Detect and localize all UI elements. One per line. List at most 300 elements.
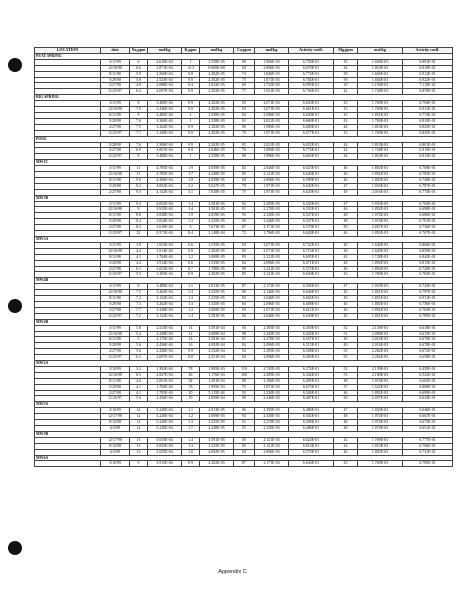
table-cell: 5.9 (130, 71, 148, 77)
table-cell: 4.785E-04 (148, 172, 182, 178)
table-cell: 1.7 (182, 172, 200, 178)
table-cell: 2.171E-03 (255, 284, 289, 290)
table-cell: 6.555E-01 (289, 207, 334, 213)
table-cell: 1.784E-04 (148, 254, 182, 260)
location-cell (35, 461, 101, 467)
table-cell: 43 (334, 437, 358, 443)
table-cell: 44 (334, 65, 358, 71)
table-cell: 2.2 (182, 183, 200, 189)
table-cell: 6.508E-01 (289, 349, 334, 355)
table-cell: 5.3 (130, 272, 148, 278)
table-cell: 2.001E-04 (148, 378, 182, 384)
table-cell: 9.2 (130, 201, 148, 207)
table-cell: 6.543E-01 (289, 201, 334, 207)
table-cell: 6.502E-01 (289, 414, 334, 420)
table-cell: 1.892E-03 (358, 260, 403, 266)
table-cell: 1.851E-03 (358, 112, 403, 118)
table-cell: 2.302E-05 (200, 461, 234, 467)
table-cell: 80 (234, 124, 255, 130)
table-cell: 0.9 (182, 124, 200, 130)
table-cell: 2.071E-03 (255, 107, 289, 113)
table-cell: 1.871E-03 (255, 384, 289, 390)
table-cell: 49 (334, 189, 358, 195)
table-cell: 6.750E-01 (289, 59, 334, 65)
table-cell: 6.763E-01 (403, 307, 453, 313)
table-cell: 6.699E-01 (403, 390, 453, 396)
table-cell: 1 (182, 118, 200, 124)
section-name: MW3B (35, 195, 453, 201)
table-cell: 6.527E-01 (289, 213, 334, 219)
table-cell: 14 (182, 337, 200, 343)
table-cell: 0.9 (182, 272, 200, 278)
table-cell: 1.604E-03 (358, 77, 403, 83)
table-cell: 6.912E-01 (403, 71, 453, 77)
table-cell: 6.618E-01 (403, 325, 453, 331)
table-cell: 43 (334, 101, 358, 107)
table-cell: 9 (130, 207, 148, 213)
table-cell: 6.731E-01 (403, 449, 453, 455)
table-cell: 89 (234, 266, 255, 272)
table-cell: 11/25/97 (101, 231, 130, 237)
col-ca-activity: Activity coeff. (289, 48, 334, 54)
table-cell: 0.9 (182, 248, 200, 254)
table-cell: 49 (334, 337, 358, 343)
table-cell: 3.349E-04 (148, 307, 182, 313)
table-cell: 8 (130, 112, 148, 118)
table-cell: 4.1 (130, 384, 148, 390)
table-cell: 87 (234, 461, 255, 467)
table-cell: 1.604E-03 (358, 59, 403, 65)
table-cell: 1.974E-03 (358, 213, 403, 219)
table-cell: 85 (234, 254, 255, 260)
table-cell: 2.180E-03 (358, 372, 403, 378)
table-cell: 2.046E-03 (255, 166, 289, 172)
table-cell: 84 (234, 343, 255, 349)
table-cell: 37 (334, 384, 358, 390)
table-cell: 5.655E-04 (148, 437, 182, 443)
table-cell: 5/29/98 (101, 384, 130, 390)
table-cell: 4.859E-04 (200, 396, 234, 402)
table-cell: 6.575E-01 (289, 266, 334, 272)
table-cell: 6.842E-01 (403, 254, 453, 260)
table-cell: 2.610E-04 (148, 59, 182, 65)
table-cell: 29 (334, 83, 358, 89)
table-cell: 16 (182, 343, 200, 349)
table-cell: 6.774E-01 (403, 189, 453, 195)
table-cell: 6.670E-01 (289, 65, 334, 71)
table-cell: 8/12/98 (101, 420, 130, 426)
table-cell: 5/29/98 (101, 142, 130, 148)
table-cell: 8 (130, 284, 148, 290)
table-cell: 6.620E-01 (289, 231, 334, 237)
table-cell: 6.801E-01 (403, 142, 453, 148)
table-cell: 2.096E-03 (255, 355, 289, 361)
table-cell: 49 (334, 343, 358, 349)
table-cell: 9.2 (130, 183, 148, 189)
table-cell: 4.859E-05 (200, 166, 234, 172)
table-cell: 6.507E-01 (289, 337, 334, 343)
table-cell: 6.620E-01 (289, 189, 334, 195)
table-cell: 83 (234, 101, 255, 107)
section-name: POOL (35, 136, 453, 142)
table-cell: 5/29/98 (101, 219, 130, 225)
table-cell: 3.262E-04 (148, 301, 182, 307)
table-cell: 8 (130, 154, 148, 160)
table-cell: 52 (334, 325, 358, 331)
table-cell: 1.871E-03 (255, 77, 289, 83)
table-cell: 1.892E-03 (358, 307, 403, 313)
table-cell: 0.000E+00 (200, 65, 234, 71)
table-cell: 2.121E-03 (255, 437, 289, 443)
table-cell: 2.436E-04 (148, 343, 182, 349)
table-cell: 3.325E-05 (200, 290, 234, 296)
table-cell: 2.320E-03 (255, 213, 289, 219)
table-cell: 2/27/98 (101, 266, 130, 272)
table-cell: 1.2 (182, 307, 200, 313)
table-cell: 78 (182, 366, 200, 372)
table-cell: 6.636E-01 (289, 461, 334, 467)
table-cell: 82 (234, 166, 255, 172)
table-cell: 2.302E-05 (200, 124, 234, 130)
table-cell: 3.581E-05 (200, 313, 234, 319)
table-cell: 2.302E-05 (200, 71, 234, 77)
table-cell: 8/11/98 (101, 71, 130, 77)
table-cell: 3.262E-04 (148, 124, 182, 130)
table-cell: 6.736E-01 (289, 89, 334, 95)
table-cell: 5/29/98 (101, 183, 130, 189)
table-cell: 1.728E-03 (358, 254, 403, 260)
table-cell: 6.680E-01 (403, 213, 453, 219)
table-cell: 4.002E-04 (148, 201, 182, 207)
table-cell: 2.262E-03 (358, 355, 403, 361)
table-cell: 1.896E-03 (255, 148, 289, 154)
table-cell: 1.892E-03 (358, 390, 403, 396)
table-cell: 74 (234, 71, 255, 77)
table-cell: 1 (182, 154, 200, 160)
table-cell: 85 (234, 172, 255, 178)
section-name: PEAT SPRING (35, 53, 453, 59)
table-cell: 0.9 (182, 89, 200, 95)
table-cell: 42 (334, 89, 358, 95)
table-cell: 2.532E-04 (200, 349, 234, 355)
table-cell: 92 (234, 201, 255, 207)
table-cell: 14 (182, 325, 200, 331)
section-name: BIG SPRING (35, 95, 453, 101)
table-cell: 6.495E-01 (289, 378, 334, 384)
table-cell: 2.139E-03 (358, 325, 403, 331)
table-cell: 84 (234, 355, 255, 361)
table-cell: 1.4 (182, 207, 200, 213)
table-cell: 1.974E-03 (358, 420, 403, 426)
col-location: LOCATION (35, 48, 101, 54)
table-cell: 1.851E-03 (358, 290, 403, 296)
table-cell: 1.892E-03 (358, 449, 403, 455)
table-cell: 6.784E-01 (289, 77, 334, 83)
table-cell: 6.769E-01 (403, 166, 453, 172)
table-cell: 6.594E-01 (289, 284, 334, 290)
table-cell: 12 (182, 331, 200, 337)
table-cell: 2.096E-03 (255, 177, 289, 183)
table-cell: 75 (234, 384, 255, 390)
table-cell: 3/11/99 (101, 325, 130, 331)
section-name: MW2A (35, 361, 453, 367)
table-cell: 8/11/98 (101, 213, 130, 219)
table-cell: 3.480E-04 (148, 101, 182, 107)
table-cell: 8.4 (182, 231, 200, 237)
table-cell: 11/25/97 (101, 396, 130, 402)
table-cell: 0.9 (182, 142, 200, 148)
table-cell: 6.522E-01 (403, 372, 453, 378)
binder-hole (8, 541, 22, 555)
table-cell: 6.665E-01 (289, 296, 334, 302)
table-cell: 2.436E-04 (148, 396, 182, 402)
table-cell: 75 (234, 189, 255, 195)
table-cell: 2.558E-05 (200, 154, 234, 160)
table-cell: 11/25/97 (101, 154, 130, 160)
table-cell: 1.3 (182, 219, 200, 225)
table-cell: 1.995E-03 (200, 384, 234, 390)
table-cell: 6.919E-01 (403, 148, 453, 154)
table-cell: 5.220E-04 (148, 408, 182, 414)
table-cell: 6.677E-01 (289, 130, 334, 136)
table-cell: 0.9 (182, 130, 200, 136)
table-cell: 1.971E-03 (255, 183, 289, 189)
page-footer: Appendix C (218, 569, 247, 575)
table-cell: 6/3/98 (101, 426, 130, 432)
table-cell: 2.295E-03 (255, 349, 289, 355)
table-cell: 0.6 (182, 242, 200, 248)
table-cell: 39 (334, 77, 358, 83)
table-cell: 6.663E-01 (289, 154, 334, 160)
table-cell: 6.797E-01 (403, 290, 453, 296)
table-cell: 11 (130, 172, 148, 178)
table-cell: 6.640E-01 (289, 172, 334, 178)
table-cell: 5.6 (130, 396, 148, 402)
table-cell: 1.4 (182, 201, 200, 207)
table-cell: 1.645E-03 (358, 242, 403, 248)
table-cell: 2.121E-03 (255, 172, 289, 178)
table-cell: 6.678E-01 (403, 343, 453, 349)
table-cell: 2.071E-03 (255, 307, 289, 313)
section-name: MW5B (35, 431, 453, 437)
table-cell: 46 (334, 172, 358, 178)
table-cell: 3.325E-05 (200, 296, 234, 302)
table-cell: 6.486E-01 (289, 426, 334, 432)
table-cell: 43 (334, 461, 358, 467)
table-cell: 2.558E-05 (200, 112, 234, 118)
table-cell: 3.1 (182, 189, 200, 195)
table-cell: 13 (130, 437, 148, 443)
table-cell: 6.866E-01 (403, 242, 453, 248)
table-cell: 93 (234, 426, 255, 432)
table-cell: 1.810E-03 (358, 443, 403, 449)
table-cell: 3.069E-04 (200, 331, 234, 337)
section-name: MW1C (35, 160, 453, 166)
table-cell: 7.118E-01 (403, 83, 453, 89)
table-cell: 1.996E-03 (255, 154, 289, 160)
table-cell: 1.722E-03 (255, 83, 289, 89)
table-cell: 79 (234, 130, 255, 136)
table-cell: 2.016E-03 (358, 343, 403, 349)
table-cell: 1.810E-03 (358, 154, 403, 160)
table-cell: 6.515E-01 (289, 343, 334, 349)
table-cell: 3/11/99 (101, 166, 130, 172)
table-cell: 5.220E-04 (148, 414, 182, 420)
table-cell: 87 (234, 284, 255, 290)
table-cell: 8/11/98 (101, 378, 130, 384)
table-cell: 48 (334, 414, 358, 420)
table-cell: 3.306E-04 (148, 118, 182, 124)
table-cell: 86 (234, 290, 255, 296)
table-cell: 6.743E-01 (403, 284, 453, 290)
table-cell: 6.274E-01 (289, 366, 334, 372)
table-cell: 2.196E-03 (255, 378, 289, 384)
table-cell: 3.915E-04 (148, 207, 182, 213)
table-cell: 6.450E-01 (289, 325, 334, 331)
table-cell: 93 (234, 213, 255, 219)
table-cell: 2.016E-03 (358, 337, 403, 343)
table-cell: 90 (234, 219, 255, 225)
table-cell: 6.825E-01 (403, 124, 453, 130)
table-cell: 6 (130, 59, 148, 65)
table-cell: 6.608E-01 (289, 301, 334, 307)
table-cell: 6.5 (130, 372, 148, 378)
table-cell: 2.071E-03 (255, 101, 289, 107)
table-cell: 3.581E-05 (200, 207, 234, 213)
table-cell: 3.069E-05 (200, 414, 234, 420)
table-cell: 39 (334, 71, 358, 77)
table-cell: 2.021E-03 (255, 118, 289, 124)
table-cell: 2.175E-04 (148, 337, 182, 343)
table-cell: 45 (334, 313, 358, 319)
table-cell: 6.2 (130, 89, 148, 95)
table-cell: 3.349E-04 (148, 130, 182, 136)
section-name: MW5A (35, 402, 453, 408)
table-cell: 2.395E-03 (255, 325, 289, 331)
table-cell: 7.2 (130, 296, 148, 302)
table-cell: 5/29/98 (101, 260, 130, 266)
table-cell: 0.9 (182, 71, 200, 77)
table-cell: 3.325E-05 (200, 301, 234, 307)
table-cell: 3/10/99 (101, 461, 130, 467)
table-cell: 4.6 (130, 378, 148, 384)
table-cell: 6/3/98 (101, 449, 130, 455)
table-cell: 2.523E-04 (148, 77, 182, 83)
table-cell: 44 (334, 124, 358, 130)
table-cell: 90 (234, 396, 255, 402)
table-cell: 1.023E-05 (200, 83, 234, 89)
table-cell: 93 (234, 390, 255, 396)
table-cell: 6.2 (130, 355, 148, 361)
table-cell: 41 (334, 254, 358, 260)
table-cell: 8 (130, 101, 148, 107)
table-cell: 2.121E-03 (255, 443, 289, 449)
table-cell: 1.933E-03 (358, 284, 403, 290)
table-cell: 45 (334, 112, 358, 118)
table-cell: 91 (234, 207, 255, 213)
table-cell: 43 (334, 272, 358, 278)
table-cell: 0.8 (182, 148, 200, 154)
table-cell: 6.785E-01 (403, 313, 453, 319)
table-cell: 2.697E-04 (148, 89, 182, 95)
table-cell: 6.701E-01 (403, 219, 453, 225)
table-cell: 4.859E-05 (200, 213, 234, 219)
table-cell: 3.581E-05 (200, 437, 234, 443)
table-cell: 6.767E-01 (403, 231, 453, 237)
table-cell: 2.523E-04 (148, 325, 182, 331)
table-cell: 12/16/98 (101, 372, 130, 378)
table-cell: 6.9 (130, 148, 148, 154)
table-cell: 22 (130, 231, 148, 237)
table-cell: 1.851E-03 (358, 313, 403, 319)
table-cell: 6.630E-01 (289, 272, 334, 278)
table-cell: 2.302E-05 (200, 142, 234, 148)
binder-hole (8, 58, 22, 72)
table-cell: 3 (182, 225, 200, 231)
table-cell: 3.915E-04 (148, 461, 182, 467)
table-cell: 84 (234, 112, 255, 118)
col-date: date (101, 48, 130, 54)
table-cell: 1.892E-03 (358, 301, 403, 307)
table-cell: 4.1 (130, 254, 148, 260)
table-cell: 6.658E-01 (403, 355, 453, 361)
table-cell: 7.9 (130, 107, 148, 113)
table-cell: 2.270E-03 (255, 420, 289, 426)
table-cell: 5/29/98 (101, 77, 130, 83)
table-cell: 7.7 (130, 307, 148, 313)
table-cell: 7.673E-05 (200, 225, 234, 231)
table-cell: 1.971E-03 (255, 130, 289, 136)
table-cell: 2.558E-05 (200, 118, 234, 124)
table-cell: 2.057E-03 (358, 225, 403, 231)
table-cell: 6.825E-01 (403, 130, 453, 136)
table-cell: 6.789E-01 (403, 461, 453, 467)
table-cell: 20 (182, 390, 200, 396)
table-cell: 0.9 (182, 77, 200, 83)
table-cell: 2.270E-03 (255, 207, 289, 213)
table-cell: 6.467E-01 (289, 396, 334, 402)
table-cell: 3.132E-04 (148, 296, 182, 302)
table-cell: 7.6 (130, 118, 148, 124)
table-cell: 48 (334, 426, 358, 432)
table-cell: 3.306E-04 (148, 142, 182, 148)
table-cell: 84 (234, 260, 255, 266)
table-cell: 2.046E-05 (200, 148, 234, 154)
table-cell: 2/27/98 (101, 124, 130, 130)
table-cell: 11/25/97 (101, 89, 130, 95)
table-cell: 1.846E-03 (255, 71, 289, 77)
table-cell: 92 (234, 349, 255, 355)
table-cell: 8/11/98 (101, 254, 130, 260)
table-cell: 5/29/98 (101, 343, 130, 349)
table-cell: 6.740E-01 (403, 177, 453, 183)
table-cell: 1.1 (182, 284, 200, 290)
table-cell: 46 (182, 372, 200, 378)
table-cell: 69 (234, 83, 255, 89)
table-cell: 6.774E-01 (289, 71, 334, 77)
table-cell: 2.302E-05 (200, 107, 234, 113)
table-cell: 3.610E-04 (148, 225, 182, 231)
table-cell: 43 (334, 130, 358, 136)
col-na-ppm: Na,ppm (130, 48, 148, 54)
data-table (34, 47, 453, 467)
table-cell: 6.599E-01 (289, 177, 334, 183)
table-cell: 44 (334, 142, 358, 148)
table-cell: 2/27/98 (101, 307, 130, 313)
table-cell: 1.3 (182, 301, 200, 307)
table-cell: 47 (334, 201, 358, 207)
table-cell: 11 (130, 166, 148, 172)
